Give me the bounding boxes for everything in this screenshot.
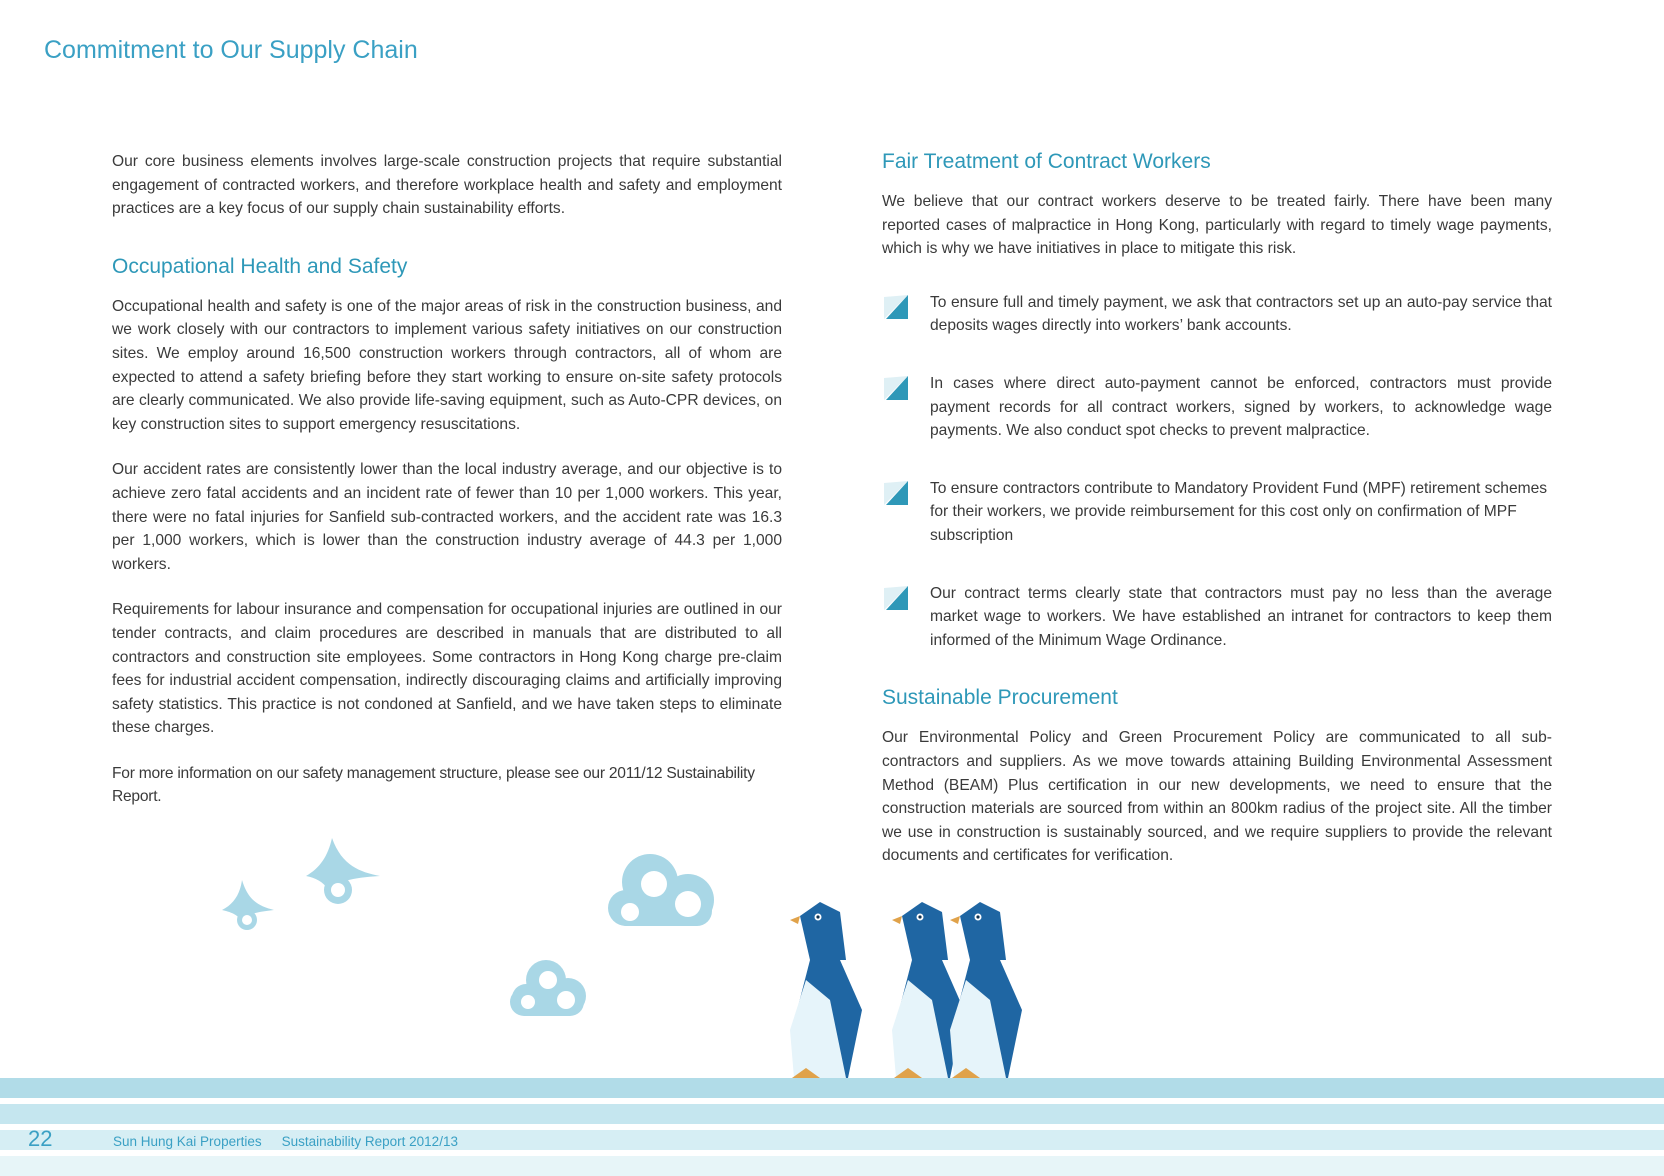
ohs-heading: Occupational Health and Safety	[112, 254, 408, 278]
page-title: Commitment to Our Supply Chain	[44, 36, 418, 64]
bird-icon	[222, 880, 274, 930]
bird-icon	[306, 838, 380, 904]
bullet-text: In cases where direct auto-payment cannot be enforced, contractors must provide payment records for all contract workers, signed by workers, to acknowledge wage payments. We also conduct spot checks to prevent malpractice.	[930, 374, 1552, 440]
folded-corner-icon	[882, 374, 910, 402]
cloud-icon	[510, 960, 586, 1016]
ohs-paragraph-2: Our accident rates are consistently lower than the local industry average, and our objective is to achieve zero fatal accidents and an incident rate of fewer than 10 per 1,000 workers. This year, there were no fatal injuries for Sanfield sub-contracted workers, and the accident rate was 16.3 per 1,000 workers, which is lower than the construction industry average of 44.3 per 1,000 workers.	[112, 461, 782, 573]
intro-paragraph: Our core business elements involves large-scale construction projects that require substantial engagement of contracted workers, and therefore workplace health and safety and employment practices are a key focus of our supply chain sustainability efforts.	[112, 153, 782, 218]
procurement-paragraph: Our Environmental Policy and Green Procurement Policy are communicated to all sub-contractors and suppliers. As we move towards attaining Building Environmental Assessment Method (BEAM) Plus certification in our new developments, we need to ensure that the construction materials are sourced from within an 800km radius of the project site. All the timber we use in construction is sustainably sourced, and we require suppliers to provide the relevant documents and certificates for verification.	[882, 729, 1552, 865]
bullet-text: Our contract terms clearly state that contractors must pay no less than the average market wage to workers. We have established an intranet for contractors to keep them informed of the Minimum Wage Ordinance.	[930, 584, 1552, 649]
procurement-heading: Sustainable Procurement	[882, 686, 1118, 710]
footer-stripe	[0, 1078, 1664, 1098]
fair-treatment-list	[882, 291, 1552, 653]
fair-treatment-heading: Fair Treatment of Contract Workers	[882, 150, 1211, 173]
right-column	[882, 150, 1552, 890]
list-item	[882, 477, 1552, 548]
bullet-text: To ensure contractors contribute to Mandatory Provident Fund (MPF) retirement schemes for their workers, we provide reimbursement for this cost only on confirmation of MPF subscription	[930, 479, 1548, 544]
decorative-illustration	[0, 820, 1664, 1080]
folded-corner-icon	[882, 584, 910, 612]
footer-stripe	[0, 1104, 1664, 1124]
footer-caption	[113, 1134, 458, 1149]
penguin-icon	[950, 902, 1022, 1078]
folded-corner-icon	[882, 293, 910, 321]
cloud-icon	[608, 854, 714, 926]
report-name: Sustainability Report 2012/13	[281, 1134, 458, 1149]
fair-treatment-intro: We believe that our contract workers deserve to be treated fairly. There have been many reported cases of malpractice in Hong Kong, particularly with regard to timely wage payments, which is why we have initiatives in place to mitigate this risk.	[882, 193, 1552, 258]
bullet-text: To ensure full and timely payment, we ask that contractors set up an auto-pay service that deposits wages directly into workers’ bank accounts.	[930, 293, 1552, 335]
footer-stripe	[0, 1156, 1664, 1176]
ohs-paragraph-4: For more information on our safety management structure, please see our 2011/12 Sustainability Report.	[112, 764, 755, 806]
page-number: 22	[28, 1126, 53, 1151]
list-item	[882, 291, 1552, 338]
list-item	[882, 372, 1552, 443]
penguin-icon	[790, 902, 862, 1078]
folded-corner-icon	[882, 479, 910, 507]
ohs-paragraph-3: Requirements for labour insurance and compensation for occupational injuries are outlined in our tender contracts, and claim procedures are described in manuals that are distributed to all contractors and construction site employees. Some contractors in Hong Kong charge pre-claim fees for industrial accident compensation, indirectly discouraging claims and artificially improving safety statistics. This practice is not condoned at Sanfield, and we have taken steps to eliminate these charges.	[112, 601, 782, 737]
list-item	[882, 582, 1552, 653]
left-column	[112, 150, 782, 831]
ohs-paragraph-1: Occupational health and safety is one of the major areas of risk in the construction business, and we work closely with our contractors to implement various safety initiatives on our construction sites. We employ around 16,500 construction workers through contractors, all of whom are expected to attend a safety briefing before they start working to ensure on-site safety protocols are clearly communicated. We also provide life-saving equipment, such as Auto-CPR devices, on key construction sites to support emergency resuscitations.	[112, 297, 782, 433]
company-name: Sun Hung Kai Properties	[113, 1134, 262, 1149]
